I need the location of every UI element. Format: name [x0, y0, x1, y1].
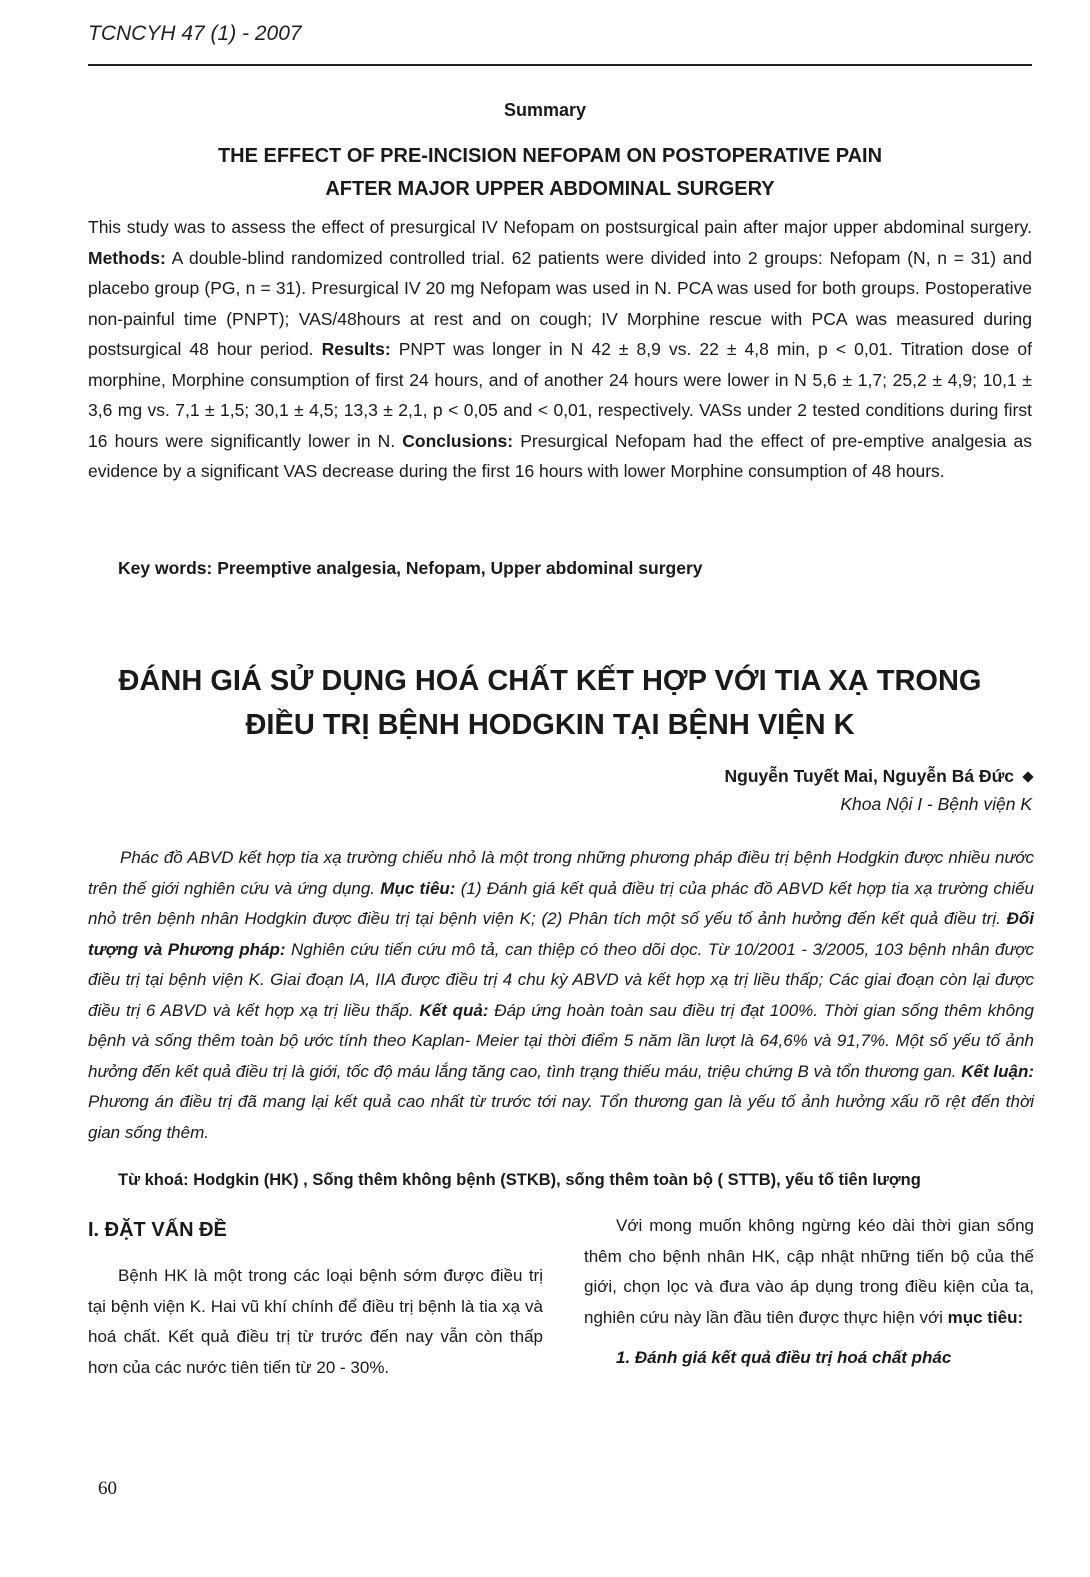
right-column [584, 1211, 1034, 1374]
results-text: PNPT was longer in N 42 ± 8,9 vs. 22 ± 4,8 min, p < 0,01. Titration dose of morphine, Morphine consumption of first 24 hours, and of another 24 hours were lower in N 5,6 ± 1,7; 25,2 ± 4,9; 10,1 ± 3,6 mg vs. 7,1 ± 1,5; 30,1 ± 4,5; 13,3 ± 2,1, p < 0,05 and < 0,01, respectively. VASs under 2 tested conditions during first 16 hours were significantly lower in N. [88, 339, 1032, 451]
vn-method-text: Nghiên cứu tiến cứu mô tả, can thiệp có theo dõi dọc. Từ 10/2001 - 3/2005, 103 bệnh nhân được điều trị tại bệnh viện K. Giai đoạn IA, IIA được điều trị 4 chu kỳ ABVD và kết hợp xạ trị liều thấp; Các giai đoạn còn lại được điều trị 6 ABVD và kết hợp xạ trị liều thấp. [88, 939, 1034, 1020]
page-number: 60 [98, 1478, 117, 1499]
conclusions-text: Presurgical Nefopam had the effect of pre-emptive analgesia as evidence by a significant VAS decrease during the first 16 hours with lower Morphine consumption of 48 hours. [88, 430, 1032, 481]
author-block [725, 762, 1032, 818]
conclusions-label: Conclusions: [402, 430, 514, 451]
article-title [60, 659, 1040, 747]
vn-result-text: Đáp ứng hoàn toàn sau điều trị đạt 100%. Thời gian sống thêm không bệnh và sống thêm toàn bộ ước tính theo Kaplan- Meier tại thời điểm 5 năm lần lượt là 64,6% và 91,7%. Một số yếu tố ảnh hưởng đến kết quả điều trị là giới, tốc độ máu lắng tăng cao, tình trạng thiếu máu, triệu chứng B và tổn thương gan. [88, 1000, 1035, 1081]
vietnamese-abstract [88, 843, 1034, 1148]
abstract-intro: This study was to assess the effect of presurgical IV Nefopam on postsurgical pain after major upper abdominal surgery. [88, 217, 1032, 237]
english-abstract [88, 212, 1032, 487]
article-title-line2: ĐIỀU TRỊ BỆNH HODGKIN TẠI BỆNH VIỆN K [245, 709, 855, 741]
vn-conclusion-text: Phương án điều trị đã mang lại kết quả cao nhất từ trước tới nay. Tổn thương gan là yếu tố ảnh hưởng xấu rõ rệt đến thời gian sống thêm. [88, 1092, 1034, 1142]
objective-label: mục tiêu: [947, 1307, 1024, 1327]
vn-result-label: Kết quả: [419, 1000, 489, 1020]
methods-text: A double-blind randomized controlled trial. 62 patients were divided into 2 groups: Nefopam (N, n = 31) and placebo group (PG, n = 31). Presurgical IV 20 mg Nefopam was used in N. PCA was used for both groups. Postoperative non-painful time (PNPT); VAS/48hours at rest and on cough; IV Morphine rescue with PCA was measured during postsurgical 48 hour period. [88, 247, 1032, 359]
results-label: Results: [321, 339, 391, 359]
journal-header: TCNCYH 47 (1) - 2007 [88, 22, 302, 45]
left-column-text: Bệnh HK là một trong các loại bệnh sớm được điều trị tại bệnh viện K. Hai vũ khí chính để điều trị bệnh là tia xạ và hoá chất. Kết quả điều trị từ trước đến nay vẫn còn thấp hơn của các nước tiên tiến từ 20 - 30%. [88, 1266, 543, 1377]
right-column-paragraph [584, 1211, 1034, 1333]
english-keywords: Key words: Preemptive analgesia, Nefopam, Upper abdominal surgery [118, 558, 703, 578]
vn-method-label: Đối tượng và Phương pháp: [88, 909, 1034, 959]
english-title-line2: AFTER MAJOR UPPER ABDOMINAL SURGERY [325, 178, 775, 200]
english-title-line1: THE EFFECT OF PRE-INCISION NEFOPAM ON POSTOPERATIVE PAIN [217, 145, 883, 167]
vn-abstract-intro: Phác đồ ABVD kết hợp tia xạ trường chiếu nhỏ là một trong những phương pháp điều trị bệnh Hodgkin được nhiều nước trên thế giới nghiên cứu và ứng dụng. [88, 848, 1034, 898]
vn-objective-text: (1) Đánh giá kết quả điều trị của phác đồ ABVD kết hợp tia xạ trường chiếu nhỏ trên bệnh nhân Hodgkin được điều trị tại bệnh viện K; (2) Phân tích một số yếu tố ảnh hưởng đến kết quả điều trị. [88, 878, 1035, 928]
diamond-icon [1022, 772, 1033, 783]
right-column-text: Với mong muốn không ngừng kéo dài thời gian sống thêm cho bệnh nhân HK, cập nhật những tiến bộ của thế giới, chọn lọc và đưa vào áp dụng trong điều kiện của ta, nghiên cứu này lần đầu tiên được thực hiện với [584, 1216, 1034, 1327]
section-heading-intro: I. ĐẶT VẤN ĐỀ [88, 1219, 227, 1241]
vn-conclusion-label: Kết luận: [961, 1061, 1034, 1081]
vietnamese-keywords: Từ khoá: Hodgkin (HK) , Sống thêm không bệnh (STKB), sống thêm toàn bộ ( STTB), yếu tố tiên lượng [118, 1171, 921, 1189]
header-rule [88, 64, 1032, 66]
article-title-line1: ĐÁNH GIÁ SỬ DỤNG HOÁ CHẤT KẾT HỢP VỚI TIA XẠ TRONG [118, 665, 982, 697]
methods-label: Methods: [88, 247, 166, 268]
vn-objective-label: Mục tiêu: [380, 878, 456, 898]
objective-1: 1. Đánh giá kết quả điều trị hoá chất phác [616, 1348, 952, 1367]
author-names: Nguyễn Tuyết Mai, Nguyễn Bá Đức [724, 766, 1014, 786]
english-title [120, 140, 980, 206]
author-affiliation: Khoa Nội I - Bệnh viện K [840, 794, 1032, 814]
summary-label: Summary [503, 100, 587, 120]
